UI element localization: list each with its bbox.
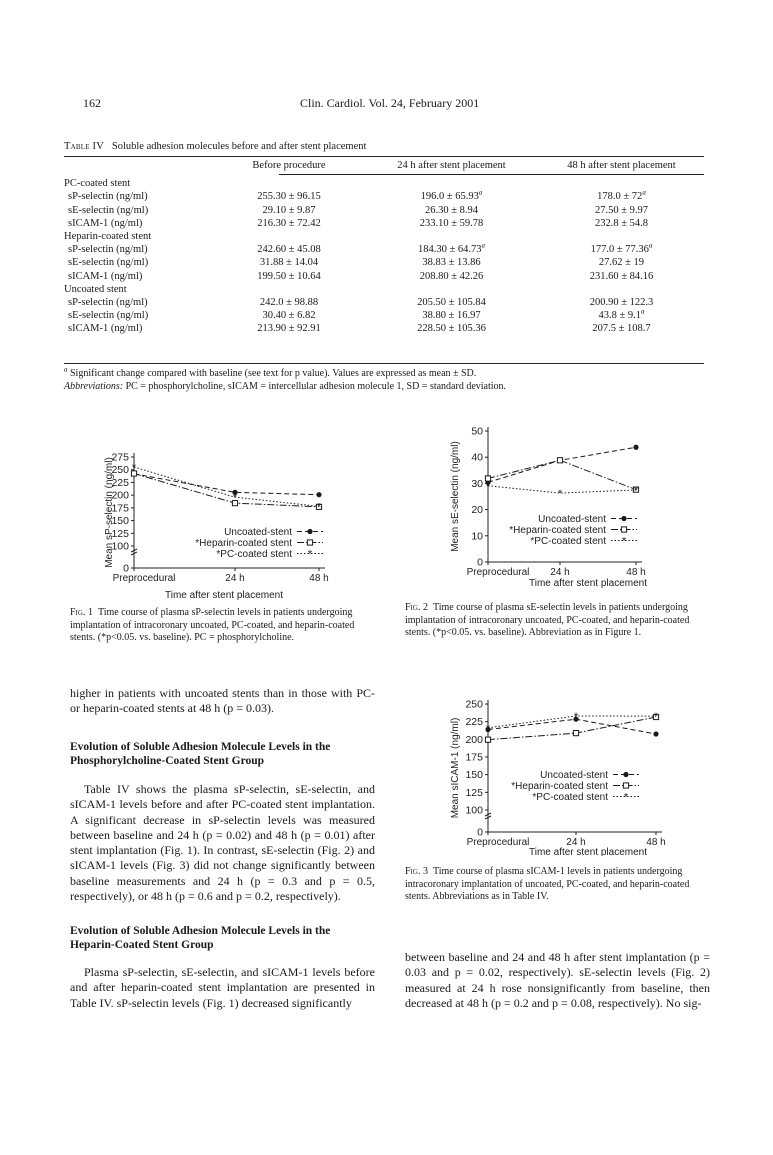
legend-marker [307,540,312,545]
legend-marker [623,772,628,777]
table-cell [364,256,539,269]
data-point-pc: * [633,484,639,497]
table-cell-value: sE-selectin (ng/ml) [68,257,149,269]
data-point-uncoated [633,445,638,450]
table-cell-value: 43.8 ± 9.1 [598,310,641,322]
footnote-marker: a [64,365,68,374]
legend-marker [621,516,626,521]
table-cell [364,217,539,230]
significance-marker: a [641,307,645,316]
legend-label: *Heparin-coated stent [195,538,292,549]
table-cell-value: sP-selectin (ng/ml) [68,191,148,203]
table-cell-value: 233.10 ± 59.78 [419,217,484,229]
table-group-row [64,177,704,190]
y-tick-label: 275 [111,451,129,464]
table-cell-value: 213.90 ± 92.91 [257,323,321,335]
body-paragraph: Plasma sP-selectin, sE-selectin, and sICAM-1 levels before and after heparin-coated stent implantation are presented in Table IV. sP-selectin levels (Fig. 1) decreased significantly [70,965,375,1010]
legend-label: Uncoated-stent [540,770,608,781]
table-group-row [64,283,704,296]
fig2-caption-text: Time course of plasma sE-selectin levels in patients undergoing implantation of intracoronary uncoated, PC-coated, and heparin-coated stents. (*p<0.05. vs. baseline). Abbreviation as in Figure 1. [405,602,690,638]
table-cell [539,309,704,322]
table-cell [214,270,364,283]
table-cell-value: 228.50 ± 105.36 [417,323,486,335]
table-cell [364,204,539,217]
data-point-heparin [573,731,578,736]
table-cell [539,217,704,230]
data-point-pc: * [131,462,137,475]
table-cell [539,256,704,269]
abbrev-text: PC = phosphorylcholine, sICAM = intercellular adhesion molecule 1, SD = standard deviation. [125,381,507,392]
y-tick-label: 125 [111,527,129,540]
table-cell [364,296,539,309]
x-tick-label: 24 h [225,573,245,584]
series-line-0 [488,447,636,482]
table-cell-value: sP-selectin (ng/ml) [68,297,148,309]
table-cell [214,296,364,309]
table-cell-value: 38.80 ± 16.97 [422,310,481,322]
table-cell-value: 196.0 ± 65.93 [420,191,479,203]
x-tick-label: 48 h [646,837,666,848]
table-row-label [64,204,214,217]
table-cell-value: sICAM-1 (ng/ml) [68,270,143,282]
legend-label: *Heparin-coated stent [509,525,606,536]
table-cell [539,322,704,335]
table-cell [214,190,364,203]
y-tick-label: 50 [471,425,483,438]
fig2-chart [448,422,696,588]
table-row-label [64,270,214,283]
table-footnote-abbreviations [64,380,724,393]
significance-marker: a [648,241,653,250]
y-tick-label: 175 [465,751,483,764]
table-row [64,256,704,269]
table-cell-value: 178.0 ± 72 [597,191,643,203]
y-tick-label: 100 [465,804,483,817]
table-cell [214,243,364,256]
table-cell [364,190,539,203]
y-tick-label: 100 [111,540,129,553]
table-cell-value: 216.30 ± 72.42 [257,217,321,229]
x-axis-title: Time after stent placement [164,590,284,601]
series-line-0 [485,719,656,735]
y-tick-label: 10 [471,530,483,543]
data-point-uncoated [653,731,658,736]
table-footnote-significance [64,367,724,380]
table-cell [539,204,704,217]
y-tick-label: 30 [471,477,483,490]
table-cell [539,270,704,283]
table-row [64,322,704,335]
table-group-label: PC-coated stent [64,178,131,190]
body-paragraph: higher in patients with uncoated stents than in those with PC- or heparin-coated stents at 48 h (p = 0.03). [70,686,375,716]
table-cell-value: 31.88 ± 14.04 [259,257,319,269]
series-line-0 [134,474,319,495]
data-point-pc: * [316,501,322,514]
fig3-caption-label: Fig. 3 [405,866,428,877]
significance-marker: a [478,188,483,197]
table-cell-value: 255.30 ± 96.15 [257,191,321,203]
fig1-caption-text: Time course of plasma sP-selectin levels in patients undergoing implantation of intracoronary uncoated, PC-coated, and heparin-coated stents. (*p<0.05. vs. baseline). PC = phosphorylcholine. [70,607,355,643]
table-row-label [64,256,214,269]
legend-label: Uncoated-stent [224,527,292,538]
legend-marker: * [621,535,627,548]
x-tick-label: 48 h [309,573,329,584]
table-cell-value: 27.50 ± 9.97 [594,204,648,216]
y-tick-label: 225 [111,476,129,489]
table-cell-value: 29.10 ± 9.87 [262,204,316,216]
legend-marker [307,529,312,534]
data-point-heparin [557,458,562,463]
table-cell [214,204,364,217]
table-row [64,296,704,309]
data-point-pc: * [573,710,579,723]
data-point-uncoated [316,492,321,497]
table-cell-value: 208.80 ± 42.26 [419,270,484,282]
legend-marker: * [623,791,629,804]
x-tick-label: Preprocedural [466,567,530,578]
table-row [64,243,704,256]
table-bottom-rule [64,363,704,364]
table-cell [364,270,539,283]
data-point-pc: * [232,492,238,505]
significance-marker: a [642,188,646,197]
table-cell-value: sP-selectin (ng/ml) [68,244,148,256]
y-tick-label: 175 [111,502,129,515]
results-table [64,157,704,336]
y-tick-label: 40 [471,451,483,464]
table-cell [214,217,364,230]
series-line-1 [488,460,636,489]
y-axis-title: Mean sP-selectin (ng/ml) [104,457,115,568]
table-cell-value: 177.0 ± 77.36 [590,244,649,256]
body-paragraph: between baseline and 24 and 48 h after stent implantation (p = 0.03 and p = 0.02, respectively). sE-selectin levels (Fig. 2) measured at 24 h rose nonsignificantly from baseline, then decreased at 48 h (p = 0.2 and p = 0.08, respectively). No sig- [405,950,710,1010]
fig1-caption-label: Fig. 1 [70,607,93,618]
table-body [64,177,704,335]
y-axis-title: Mean sE-selectin (ng/ml) [450,441,461,552]
table-row [64,217,704,230]
body-paragraph: Table IV shows the plasma sP-selectin, sE-selectin, and sICAM-1 levels before and after PC-coated stent implantation. A significant decrease in sP-selectin levels was measured between baseline and 24 h (p = 0.02) and 48 h (p = 0.01) after stent implantation (Fig. 1). In contrast, sE-selectin (Fig. 2) and sICAM-1 levels (Fig. 3) did not change significantly between baseline measurements and 24 h (p = 0.3 and p = 0.5, respectively), or 48 h (p = 0.6 and p = 0.2, respectively). [70,782,375,904]
running-head: Clin. Cardiol. Vol. 24, February 2001 [300,96,480,110]
table-header-cell: 24 h after stent placement [397,160,506,171]
data-point-pc: * [557,488,563,501]
series-line-1 [485,717,656,740]
table-cell-value: 232.8 ± 54.8 [594,217,648,229]
table-cell-value: 231.60 ± 84.16 [589,270,654,282]
table-cell [364,309,539,322]
legend-label: *Heparin-coated stent [511,781,608,792]
table-group-label: Heparin-coated stent [64,231,152,243]
fig3-chart [448,694,696,856]
y-tick-label: 150 [465,769,483,782]
table-header-cell: 48 h after stent placement [567,160,676,171]
abbrev-label: Abbreviations: [64,381,124,392]
table-cell-value: 27.62 ± 19 [598,257,645,269]
table-group-row [64,230,704,243]
fig1-caption [70,607,375,645]
table-row [64,309,704,322]
fig2-caption-label: Fig. 2 [405,602,428,613]
section-heading: Evolution of Soluble Adhesion Molecule Levels in the Heparin-Coated Stent Group [70,925,331,951]
table-cell [214,309,364,322]
y-tick-label: 150 [111,515,129,528]
x-axis-title: Time after stent placement [528,578,648,588]
table-row-label [64,309,214,322]
legend-marker [623,783,628,788]
legend-label: Uncoated-stent [538,514,606,525]
table-row [64,190,704,203]
section-heading: Evolution of Soluble Adhesion Molecule Levels in the Phosphorylcholine-Coated Stent Group [70,741,331,767]
table-header-cell: Before procedure [252,160,326,171]
y-tick-label: 0 [477,826,483,839]
data-point-heparin [485,737,490,742]
table-cell-value: 242.60 ± 45.08 [257,244,321,256]
table-cell [539,296,704,309]
series-line-2 [134,467,319,506]
y-tick-label: 200 [465,733,483,746]
legend-label: *PC-coated stent [216,549,292,560]
x-tick-label: Preprocedural [466,837,530,848]
footnote-text: Significant change compared with baseline (see text for p value). Values are expressed as mean ± SD. [70,368,477,379]
table-cell-value: 200.90 ± 122.3 [589,297,654,309]
table-footnote [64,367,724,393]
y-tick-label: 250 [111,464,129,477]
x-axis-title: Time after stent placement [528,847,648,856]
data-point-pc: * [653,711,659,724]
table-row-label [64,217,214,230]
y-tick-label: 0 [123,562,129,575]
table-header-rule [279,174,704,175]
x-tick-label: 24 h [550,567,570,578]
table-label: Table IV [64,141,104,152]
fig2-caption [405,602,709,640]
table-row-label [64,322,214,335]
y-tick-label: 200 [111,489,129,502]
legend-label: *PC-coated stent [530,536,606,547]
table-cell [539,190,704,203]
y-tick-label: 250 [465,698,483,711]
table-row [64,270,704,283]
fig3-caption-text: Time course of plasma sICAM-1 levels in patients undergoing intracoronary implantation of uncoated, PC-coated, and heparin-coated stents. Abbreviations as in Table IV. [405,866,690,902]
table-header-blank [64,157,214,177]
legend-label: *PC-coated stent [532,792,608,803]
table-cell-value: 199.50 ± 10.64 [257,270,321,282]
data-point-pc: * [485,722,491,735]
table-cell-value: sE-selectin (ng/ml) [68,204,149,216]
page-number: 162 [83,96,101,110]
table-cell-value: sE-selectin (ng/ml) [68,310,149,322]
table-row-label [64,296,214,309]
table-cell [214,322,364,335]
legend-marker: * [307,548,313,561]
x-tick-label: 48 h [626,567,646,578]
table-cell-value: sICAM-1 (ng/ml) [68,217,143,229]
y-tick-label: 20 [471,504,483,517]
table-cell-value: 207.5 ± 108.7 [592,323,651,335]
fig1-chart [104,448,360,608]
y-axis-title: Mean sICAM-1 (ng/ml) [450,717,461,819]
table-cell-value: 205.50 ± 105.84 [417,297,486,309]
table-cell-value: 38.83 ± 13.86 [422,257,481,269]
table-cell [364,243,539,256]
table-cell [539,243,704,256]
table-cell-value: 184.30 ± 64.73 [417,244,482,256]
data-point-pc: * [485,480,491,493]
table-cell-value: 26.30 ± 8.94 [424,204,478,216]
x-tick-label: Preprocedural [112,573,176,584]
y-tick-label: 125 [465,786,483,799]
y-tick-label: 225 [465,716,483,729]
table-cell [364,322,539,335]
table-cell-value: 30.40 ± 6.82 [262,310,316,322]
table-cell-value: 242.0 ± 98.88 [259,297,319,309]
x-tick-label: 24 h [566,837,586,848]
y-tick-label: 0 [477,556,483,569]
table-caption: Soluble adhesion molecules before and after stent placement [111,141,367,152]
table-cell-value: sICAM-1 (ng/ml) [68,323,143,335]
table-row [64,204,704,217]
fig3-caption [405,866,709,904]
table-title [64,141,366,152]
table-cell [214,256,364,269]
table-group-label: Uncoated stent [64,283,127,295]
legend-marker [621,527,626,532]
significance-marker: a [481,241,485,250]
table-row-label [64,190,214,203]
table-row-label [64,243,214,256]
